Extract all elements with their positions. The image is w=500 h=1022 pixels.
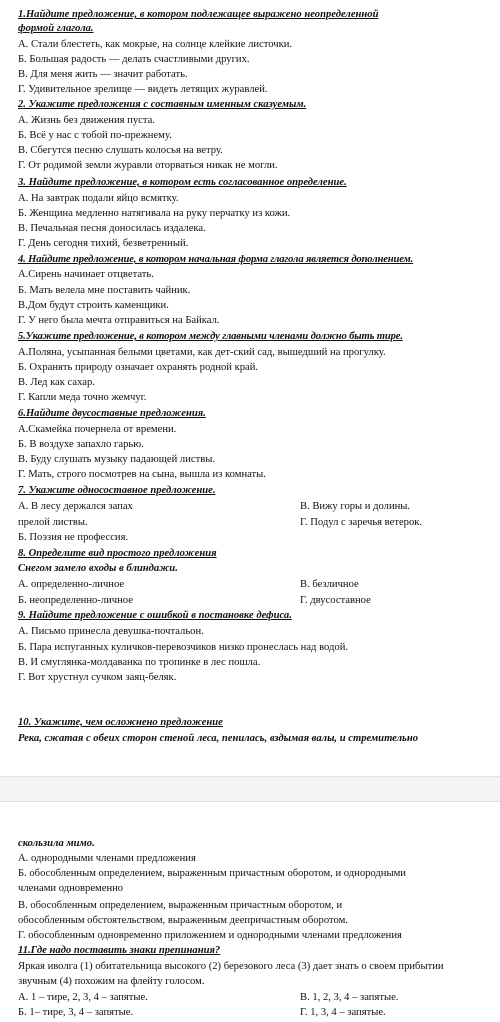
page-separator: [0, 776, 500, 802]
q8-option-a: А. определенно-личное: [18, 579, 125, 590]
q5-option-g: Г. Капли меда точно жемчуг.: [18, 392, 147, 403]
q3-option-g: Г. День сегодня тихий, безветренный.: [18, 238, 189, 249]
q10-option-v: В. обособленным определением, выраженным причастным оборотом, и: [18, 900, 343, 911]
q2-option-g: Г. От родимой земли журавли оторваться никак не могли.: [18, 160, 278, 171]
q1-option-a: А. Стали блестеть, как мокрые, на солнце клейкие листочки.: [18, 39, 293, 50]
q8-sentence: Снегом замело входы в блиндажи.: [18, 563, 178, 574]
q9-option-v: В. И смуглянка-молдаванка по тропинке в лес пошла.: [18, 657, 261, 668]
q7-option-a-cont: прелой листвы.: [18, 517, 88, 528]
q4-option-b: Б. Мать велела мне поставить чайник.: [18, 285, 191, 296]
q10-option-g: Г. обособленным одновременно приложением и однородными членами предложения: [18, 930, 402, 941]
q5-option-a: А.Поляна, усыпанная белыми цветами, как дет-ский сад, вышедший на прогулку.: [18, 347, 386, 358]
q10-title: 10. Укажите, чем осложнено предложение: [18, 717, 223, 728]
q10-option-a: А. однородными членами предложения: [18, 853, 196, 864]
q7-option-b: Б. Поэзия не профессия.: [18, 532, 129, 543]
q6-option-g: Г. Мать, строго посмотрев на сына, вышла из комнаты.: [18, 469, 266, 480]
q2-option-a: А. Жизнь без движения пуста.: [18, 115, 155, 126]
q11-text: Яркая иволга (1) обитательница высокого (2) березового леса (3) дает знать о своем прибытии: [18, 961, 444, 972]
q2-title: 2. Укажите предложения с составным именным сказуемым.: [18, 99, 307, 110]
q6-title: 6.Найдите двусоставные предложения.: [18, 408, 206, 419]
q4-option-v: В.Дом будут строить каменщики.: [18, 300, 169, 311]
q1-option-g: Г. Удивительное зрелище — видеть летящих журавлей.: [18, 84, 268, 95]
q9-option-g: Г. Вот хрустнул сучком заяц-беляк.: [18, 672, 177, 683]
q2-option-b: Б. Всё у нас с тобой по-прежнему.: [18, 130, 172, 141]
worksheet-page-2: [0, 800, 500, 1022]
q11-title: 11.Где надо поставить знаки препинания?: [18, 945, 221, 956]
q1-option-b: Б. Большая радость — делать счастливыми других.: [18, 54, 250, 65]
q4-option-g: Г. У него была мечта отправиться на Байкал.: [18, 315, 220, 326]
q5-option-b: Б. Охранять природу означает охранять родной край.: [18, 362, 259, 373]
q11-option-a: А. 1 – тире, 2, 3, 4 – запятые.: [18, 992, 148, 1003]
q1-title-cont: формой глагола.: [18, 23, 94, 34]
q10-option-v-cont: обособленным обстоятельством, выраженным деепричастным оборотом.: [18, 915, 348, 926]
q11-option-g: Г. 1, 3, 4 – запятые.: [300, 1007, 386, 1018]
q9-option-a: А. Письмо принесла девушка-почтальон.: [18, 626, 204, 637]
q10-sentence: Река, сжатая с обеих сторон стеной леса, пенилась, вздымая валы, и стремительно: [18, 733, 419, 744]
q7-title: 7. Укажите односоставное предложение.: [18, 485, 216, 496]
q11-option-b: Б. 1– тире, 3, 4 – запятые.: [18, 1007, 134, 1018]
q3-option-v: В. Печальная песня доносилась издалека.: [18, 223, 206, 234]
q1-title: 1.Найдите предложение, в котором подлежащее выражено неопределенной: [18, 9, 379, 20]
q6-option-b: Б. В воздухе запахло гарью.: [18, 439, 144, 450]
q11-option-v: В. 1, 2, 3, 4 – запятые.: [300, 992, 399, 1003]
q9-title: 9. Найдите предложение с ошибкой в постановке дефиса.: [18, 610, 292, 621]
q3-option-a: А. На завтрак подали яйцо всмятку.: [18, 193, 179, 204]
q6-option-a: А.Скамейка почернела от времени.: [18, 424, 177, 435]
q8-option-v: В. безличное: [300, 579, 359, 590]
q8-option-b: Б. неопределенно-личное: [18, 595, 133, 606]
q5-title: 5.Укажите предложение, в котором между главными членами должно быть тире.: [18, 331, 403, 342]
q5-option-v: В. Лед как сахар.: [18, 377, 95, 388]
q10-option-b-cont: членами одновременно: [18, 883, 124, 894]
q4-title: 4. Найдите предложение, в котором начальная форма глагола является дополнением.: [18, 254, 414, 265]
q7-option-g: Г. Подул с заречья ветерок.: [300, 517, 423, 528]
q7-option-a: А. В лесу держался запах: [18, 501, 133, 512]
q4-option-a: А.Сирень начинает отцветать.: [18, 269, 154, 280]
q8-option-g: Г. двусоставное: [300, 595, 371, 606]
q8-title: 8. Определите вид простого предложения: [18, 548, 217, 559]
q3-title: 3. Найдите предложение, в котором есть согласованное определение.: [18, 177, 347, 188]
q9-option-b: Б. Пара испуганных куличков-перевозчиков низко пронеслась над водой.: [18, 642, 349, 653]
q10-sentence-cont: скользила мимо.: [18, 838, 95, 849]
q6-option-v: В. Буду слушать музыку падающей листвы.: [18, 454, 215, 465]
q7-option-v: В. Вижу горы и долины.: [300, 501, 411, 512]
q10-option-b: Б. обособленным определением, выраженным причастным оборотом, и однородными: [18, 868, 406, 879]
q11-text-cont: звучным (4) похожим на флейту голосом.: [18, 976, 205, 987]
q3-option-b: Б. Женщина медленно натягивала на руку перчатку из кожи.: [18, 208, 291, 219]
q1-option-v: В. Для меня жить — значит работать.: [18, 69, 188, 80]
q2-option-v: В. Сбегутся песню слушать колосья на ветру.: [18, 145, 223, 156]
